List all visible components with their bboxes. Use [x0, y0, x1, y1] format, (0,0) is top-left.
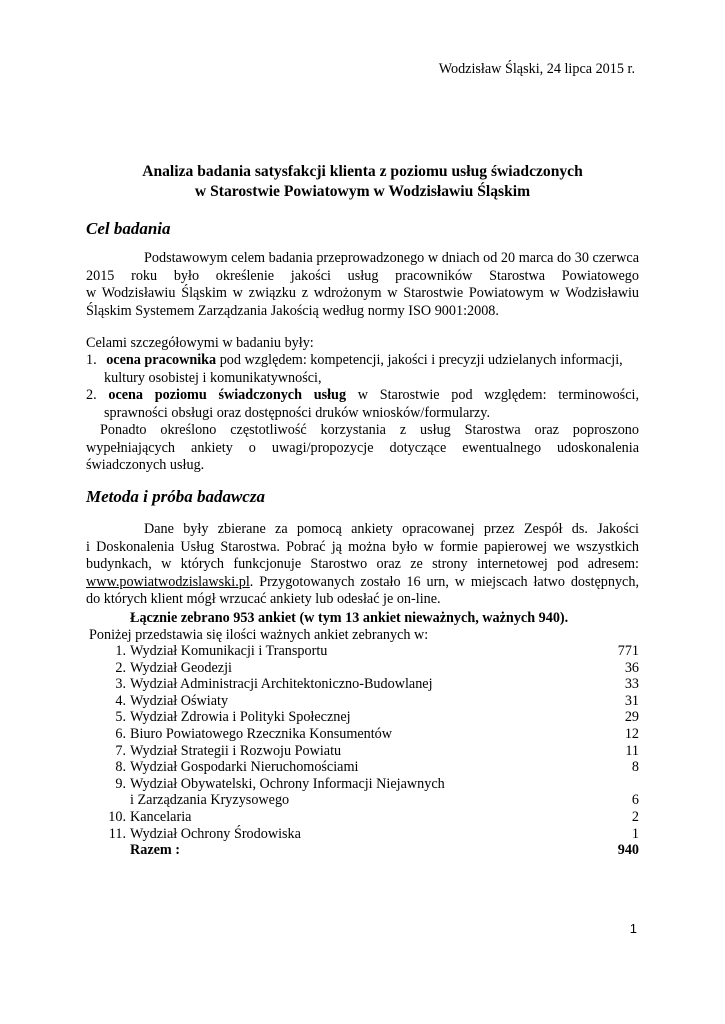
section-heading-cel: Cel badania — [86, 219, 171, 238]
list-item: 10. Kancelaria 2 — [108, 808, 639, 825]
goal-item-1-text: pod względem: kompetencji, jakości i precyzji udzielanych informacji, — [216, 352, 623, 368]
cel-paragraph — [86, 250, 639, 320]
place-date: Wodzisław Śląski, 24 lipca 2015 r. — [438, 61, 635, 77]
cel-p1-line-3: w Wodzisławiu Śląskim w związku z wdrożonym w Starostwie Powiatowym w Wodzisławiu — [86, 285, 639, 302]
metoda-line-5: do których klient mógł wrzucać ankiety lub odesłać je on-line. — [86, 591, 441, 608]
goal-item-2-text: w Starostwie pod względem: terminowości, — [346, 387, 639, 403]
list-item: 4. Wydział Oświaty 31 — [115, 692, 639, 709]
cel-intro: Celami szczegółowymi w badaniu były: — [86, 335, 314, 351]
section-heading-metoda: Metoda i próba badawcza — [86, 487, 265, 506]
list-item: 6. Biuro Powiatowego Rzecznika Konsumentów 12 — [115, 725, 639, 742]
cel-p1-line-2: 2015 roku było określenie jakości usług pracowników Starostwa Powiatowego — [86, 267, 639, 284]
total-row — [104, 842, 639, 859]
metoda-line-3: budynkach, w których funkcjonuje Starostwo oraz ze strony internetowej pod adresem: — [86, 556, 639, 573]
website-link[interactable]: www.powiatwodzislawski.pl — [86, 573, 250, 590]
list-intro: Poniżej przedstawia się ilości ważnych ankiet zebranych w: — [89, 627, 429, 643]
cel-p2-line-3: świadczonych usług. — [86, 457, 205, 474]
page-number: 1 — [629, 921, 637, 936]
list-item: 11. Wydział Ochrony Środowiska 1 — [108, 825, 639, 842]
metoda-line-2: i Doskonalenia Usług Starostwa. Pobrać ją można było w formie papierowej we wszystkich — [86, 538, 639, 555]
goal-item-2 — [86, 387, 639, 405]
goal-item-2-bold: ocena poziomu świadczonych usług — [108, 387, 347, 403]
metoda-line-4: . Przygotowanych zostało 16 urn, w miejscach łatwo dostępnych, — [249, 573, 639, 590]
metoda-line-1: Dane były zbierane za pomocą ankiety opracowanej przez Zespół ds. Jakości — [144, 521, 639, 537]
document-title — [0, 162, 725, 202]
total-label: Razem : — [130, 842, 181, 859]
cel-p1-line-4: Śląskim Systemem Zarządzania Jakością według normy ISO 9001:2008. — [86, 302, 499, 319]
cel-p1-line-1: Podstawowym celem badania przeprowadzonego w dniach od 20 marca do 30 czerwca — [144, 250, 639, 266]
metoda-paragraph — [86, 521, 639, 609]
list-item: 9. Wydział Obywatelski, Ochrony Informacji Niejawnych — [115, 775, 445, 792]
list-item: 7. Wydział Strategii i Rozwoju Powiatu 11 — [115, 742, 639, 759]
cel-paragraph-2 — [86, 422, 639, 475]
goal-item-1-line-2: kultury osobistej i komunikatywności, — [104, 370, 322, 386]
list-item: 1. Wydział Komunikacji i Transportu 771 — [115, 643, 639, 659]
goal-item-2-number: 2. — [86, 387, 97, 403]
goal-item-1-bold: ocena pracownika — [106, 352, 217, 368]
list-item: 2. Wydział Geodezji 36 — [115, 659, 639, 676]
list-item: 5. Wydział Zdrowia i Polityki Społecznej 29 — [115, 709, 639, 726]
goal-item-1-number: 1. — [86, 352, 97, 368]
department-list — [104, 643, 639, 859]
list-item-continuation: i Zarządzania Kryzysowego 6 — [130, 792, 639, 809]
goal-item-2-line-2: sprawności obsługi oraz dostępności druków wniosków/formularzy. — [104, 405, 491, 421]
goal-item-1 — [86, 352, 623, 370]
cel-p2-line-1: Ponadto określono częstotliwość korzystania z usług Starostwa oraz poproszono — [100, 422, 639, 438]
total-value: 940 — [617, 842, 639, 859]
list-item: 3. Wydział Administracji Architektoniczno-Budowlanej 33 — [115, 676, 639, 693]
title-line-2: w Starostwie Powiatowym w Wodzisławiu Śląskim — [194, 183, 531, 200]
total-collected: Łącznie zebrano 953 ankiet (w tym 13 ankiet nieważnych, ważnych 940). — [130, 610, 569, 626]
cel-p2-line-2: wypełniających ankiety o uwagi/propozycje dotyczące ewentualnego udoskonalenia — [86, 439, 639, 456]
title-line-1: Analiza badania satysfakcji klienta z poziomu usług świadczonych — [142, 163, 583, 180]
list-item: 8. Wydział Gospodarki Nieruchomościami 8 — [115, 759, 639, 776]
